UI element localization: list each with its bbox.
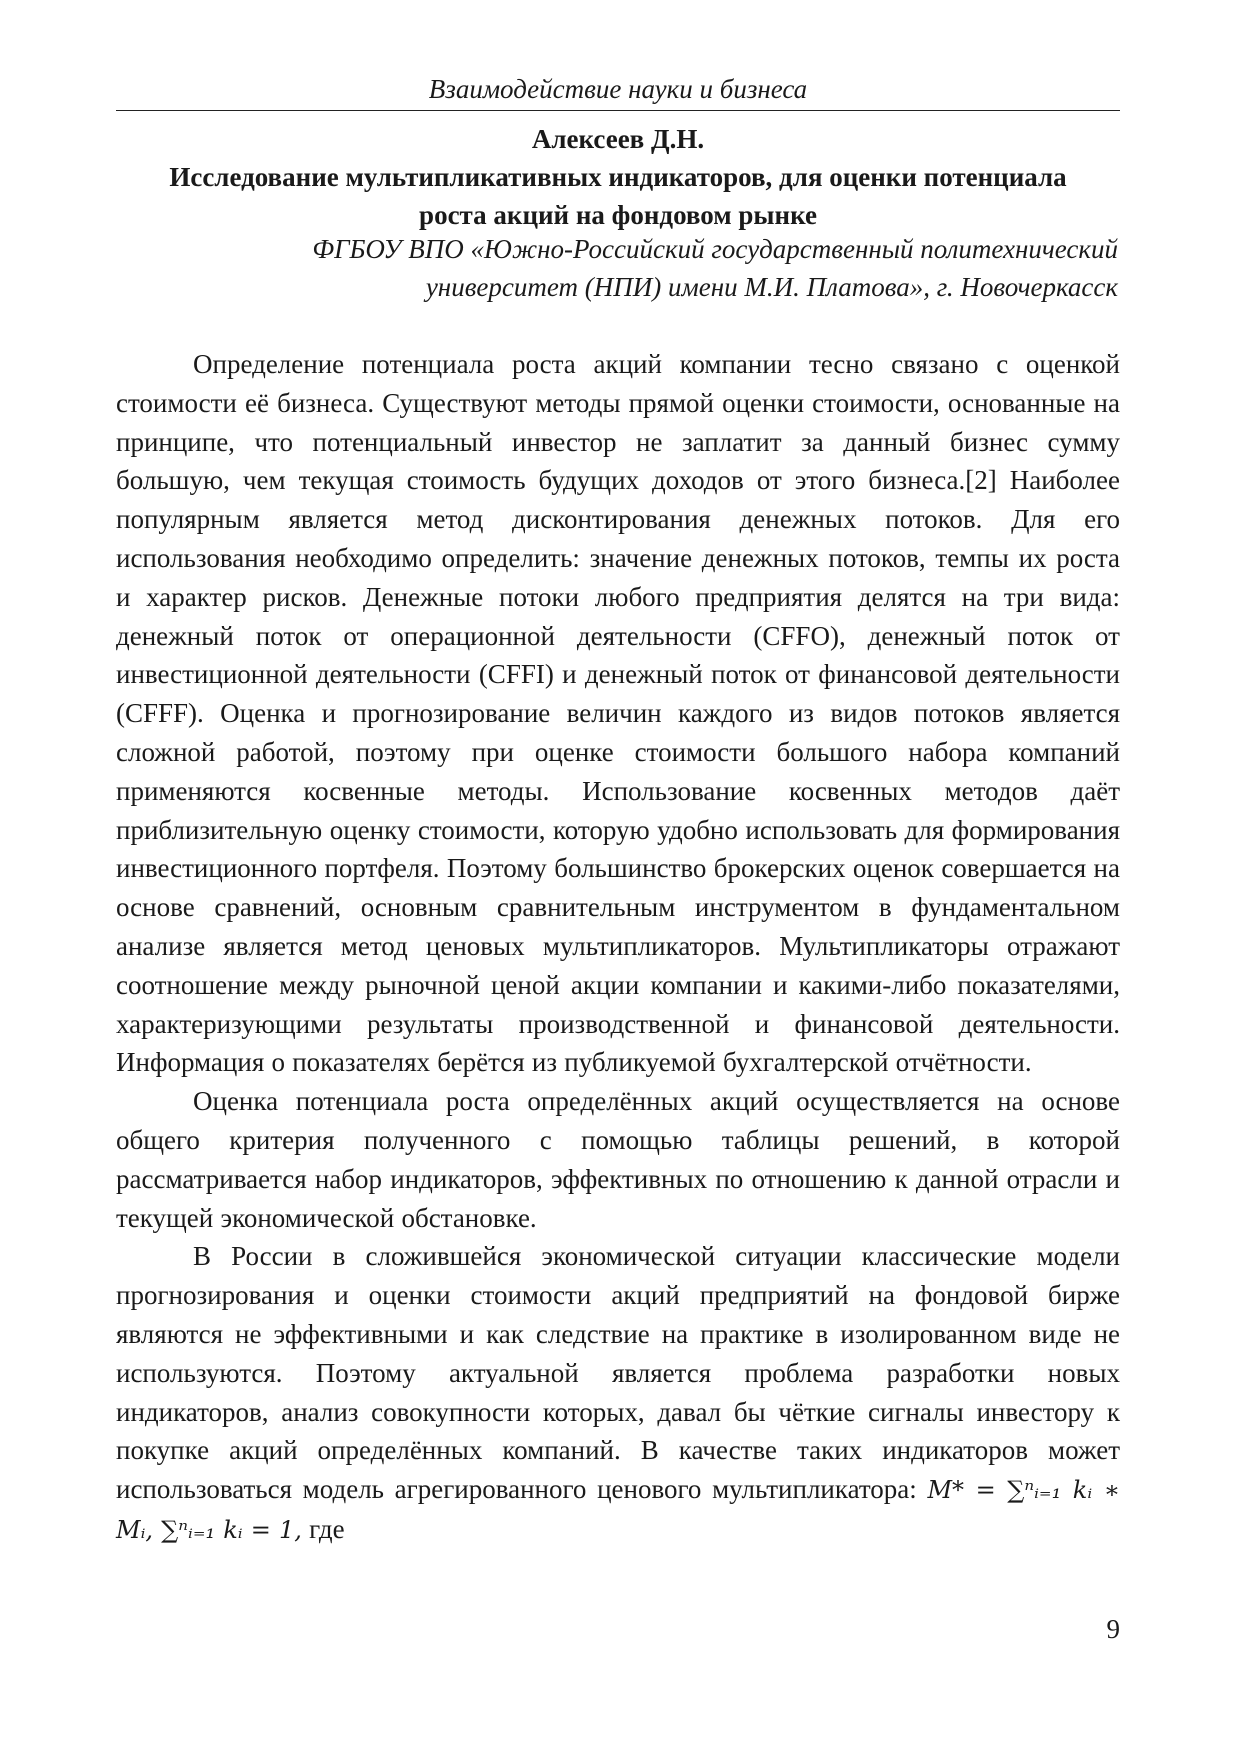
paragraph-3 — [116, 1237, 1120, 1549]
article-title — [116, 158, 1120, 234]
body-text — [116, 345, 1120, 1550]
affiliation — [116, 230, 1118, 306]
author-name: Алексеев Д.Н. — [531, 124, 705, 154]
title-line-1: Исследование мультипликативных индикаторов, для оценки потенциала — [169, 162, 1067, 192]
aggregated-multiplier-formula: M* = ∑ⁿᵢ₌₁ kᵢ ∗ Mᵢ, ∑ⁿᵢ₌₁ kᵢ = 1, — [116, 1476, 1121, 1544]
formula-tail: где — [301, 1513, 345, 1544]
affiliation-line-2: университет (НПИ) имени М.И. Платова», г. Новочеркасск — [425, 272, 1118, 302]
title-line-2: роста акций на фондовом рынке — [419, 200, 817, 230]
affiliation-line-1: ФГБОУ ВПО «Южно-Российский государственный политехнический — [312, 234, 1118, 264]
paragraph-1: Определение потенциала роста акций компании тесно связано с оценкой стоимости её бизнеса. Существуют методы прямой оценки стоимости, основанные на принципе, что потенциальный инвестор не заплатит за данный бизнес сумму большую, чем текущая стоимость будущих доходов от этого бизнеса.[2] Наиболее популярным является метод дисконтирования денежных потоков. Для его использования необходимо определить: значение денежных потоков, темпы их роста и характер рисков. Денежные потоки любого предприятия делятся на три вида: денежный поток от операционной деятельности (CFFO), денежный поток от инвестиционной деятельности (CFFI) и денежный поток от финансовой деятельности (CFFF). Оценка и прогнозирование величин каждого из видов потоков является сложной работой, поэтому при оценке стоимости большого набора компаний применяются косвенные методы. Использование косвенных методов даёт приблизительную оценку стоимости, которую удобно использовать для формирования инвестиционного портфеля. Поэтому большинство брокерских оценок совершается на основе сравнений, основным сравнительным инструментом в фундаментальном анализе является метод ценовых мультипликаторов. Мультипликаторы отражают соотношение между рыночной ценой акции компании и какими-либо показателями, характеризующими результаты производственной и финансовой деятельности. Информация о показателях берётся из публикуемой бухгалтерской отчётности. — [116, 349, 1120, 1078]
running-header: Взаимодействие науки и бизнеса — [428, 74, 808, 104]
header-rule — [116, 110, 1120, 111]
paragraph-3-text: В России в сложившейся экономической ситуации классические модели прогнозирования и оценки стоимости акций предприятий на фондовой бирже являются не эффективными и как следствие на практике в изолированном виде не используются. Поэтому актуальной является проблема разработки новых индикаторов, анализ совокупности которых, давал бы чёткие сигналы инвестору к покупке акций определённых компаний. В качестве таких индикаторов может использоваться модель агрегированного ценового мультипликатора: — [116, 1241, 1120, 1505]
paragraph-2: Оценка потенциала роста определённых акций осуществляется на основе общего критерия полученного с помощью таблицы решений, в которой рассматривается набор индикаторов, эффективных по отношению к данной отрасли и текущей экономической обстановке. — [116, 1086, 1120, 1233]
page-number: 9 — [1106, 1614, 1120, 1644]
